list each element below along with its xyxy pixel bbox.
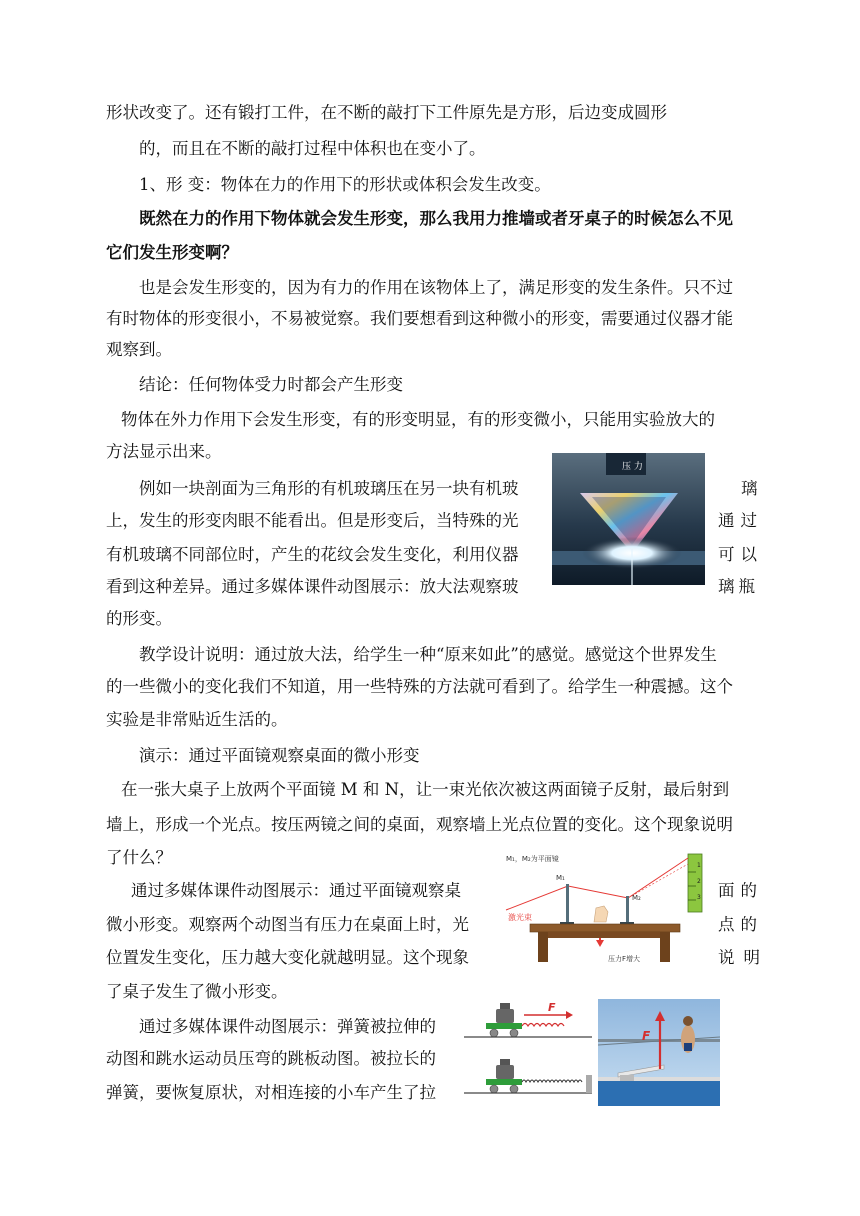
scale-tick-3: 3 <box>697 894 701 901</box>
mirror-m1 <box>566 884 569 924</box>
text-line: 方法显示出来。 <box>106 442 222 461</box>
pool-water <box>598 1079 720 1106</box>
spring-cart-illustration <box>462 999 594 1105</box>
text-line: 的，而且在不断的敲打过程中体积也在变小了。 <box>139 139 486 158</box>
diver-illustration <box>598 999 720 1106</box>
text-line-tail: 说明 <box>718 948 769 967</box>
text-line-tail: 点的 <box>718 915 763 934</box>
mirror-desk-diagram <box>500 850 712 970</box>
text-line: 实验是非常贴近生活的。 <box>106 710 288 729</box>
mirror-m1-label: M₁ <box>556 874 565 882</box>
text-line: 的一些微小的变化我们不知道，用一些特殊的方法就可看到了。给学生一种震撼。这个 <box>106 677 733 696</box>
relaxed-spring <box>522 1080 582 1082</box>
text-line: 有机玻璃不同部位时，产生的花纹会发生变化，利用仪器 <box>106 545 519 564</box>
conclusion-line: 结论：任何物体受力时都会产生形变 <box>139 375 403 394</box>
text-line: 动图和跳水运动员压弯的跳板动图。被拉长的 <box>106 1049 436 1068</box>
text-line: 有时物体的形变很小，不易被觉察。我们要想看到这种微小的形变，需要通过仪器才能 <box>106 309 733 328</box>
text-line-tail: 璃瓶 <box>718 577 759 596</box>
scale-tick-2: 2 <box>697 878 701 885</box>
diver-photo <box>598 999 720 1106</box>
hand-icon <box>594 906 608 922</box>
laser-beam-out <box>628 858 688 898</box>
text-line: 微小形变。观察两个动图当有压力在桌面上时，光 <box>106 915 469 934</box>
mirror-m2 <box>626 896 629 924</box>
text-line-tail: 璃 <box>741 479 758 498</box>
mirror-caption: M₁，M₂为平面镜 <box>506 855 559 863</box>
mirror-desk-illustration <box>500 850 712 970</box>
text-line: 弹簧，要恢复原状，对相连接的小车产生了拉 <box>106 1083 436 1102</box>
text-line: 上，发生的形变肉眼不能看出。但是形变后，当特殊的光 <box>106 511 519 530</box>
text-line: 了桌子发生了微小形变。 <box>106 982 288 1001</box>
text-line: 了什么？ <box>106 848 172 867</box>
prism-photo <box>552 453 705 585</box>
press-label: 压力F增大 <box>608 955 641 963</box>
force-arrow-icon <box>566 1011 573 1019</box>
laser-beam-mid <box>568 886 628 898</box>
text-line-tail: 面的 <box>718 881 763 900</box>
text-line: 物体在外力作用下会发生形变，有的形变明显，有的形变微小，只能用实验放大的 <box>121 410 715 429</box>
weight-block <box>496 1009 514 1023</box>
text-line: 观察到。 <box>106 340 172 359</box>
scale-tick-1: 1 <box>697 862 701 869</box>
prism-press-label: 压 力 <box>622 462 643 472</box>
text-line: 看到这种差异。通过多媒体课件动图展示：放大法观察玻 <box>106 577 519 596</box>
text-line: 位置发生变化，压力越大变化就越明显。这个现象 <box>106 948 469 967</box>
text-line-tail: 通过 <box>718 511 763 530</box>
text-line: 1、形 变：物体在力的作用下的形状或体积会发生改变。 <box>139 175 551 194</box>
text-line: 的形变。 <box>106 609 172 628</box>
text-line: 墙上，形成一个光点。按压两镜之间的桌面，观察墙上光点位置的变化。这个现象说明 <box>106 815 733 834</box>
text-line: 形状改变了。还有锻打工件，在不断的敲打下工件原先是方形，后边变成圆形 <box>106 103 667 122</box>
force-label-diver: F <box>642 1029 651 1043</box>
spring-cart-diagram <box>462 999 594 1105</box>
text-line: 通过多媒体课件动图展示：通过平面镜观察桌 <box>131 881 461 900</box>
desk-top <box>530 924 680 932</box>
laser-beam-in <box>506 886 568 910</box>
text-line: 通过多媒体课件动图展示：弹簧被拉伸的 <box>139 1017 436 1036</box>
force-label: F <box>548 1001 556 1014</box>
stretched-spring <box>522 1024 564 1027</box>
text-line: 在一张大桌子上放两个平面镜 M 和 N，让一束光依次被这两面镜子反射，最后射到 <box>121 780 730 799</box>
question-line: 既然在力的作用下物体就会发生形变，那么我用力推墙或者牙桌子的时候怎么不见 <box>139 209 733 228</box>
text-line: 例如一块剖面为三角形的有机玻璃压在另一块有机玻 <box>139 479 519 498</box>
mirror-m2-label: M₂ <box>632 894 641 902</box>
text-line: 教学设计说明：通过放大法，给学生一种“原来如此”的感觉。感觉这个世界发生 <box>139 645 717 664</box>
text-line: 也是会发生形变的，因为有力的作用在该物体上了，满足形变的发生条件。只不过 <box>139 278 733 297</box>
text-line: 演示：通过平面镜观察桌面的微小形变 <box>139 746 420 765</box>
press-arrow-icon <box>596 940 604 947</box>
text-line-tail: 可以 <box>718 545 763 564</box>
prism-illustration <box>552 453 705 585</box>
laser-label: 激光束 <box>508 913 532 922</box>
question-line: 它们发生形变啊？ <box>106 243 238 262</box>
cart-body <box>486 1023 522 1029</box>
